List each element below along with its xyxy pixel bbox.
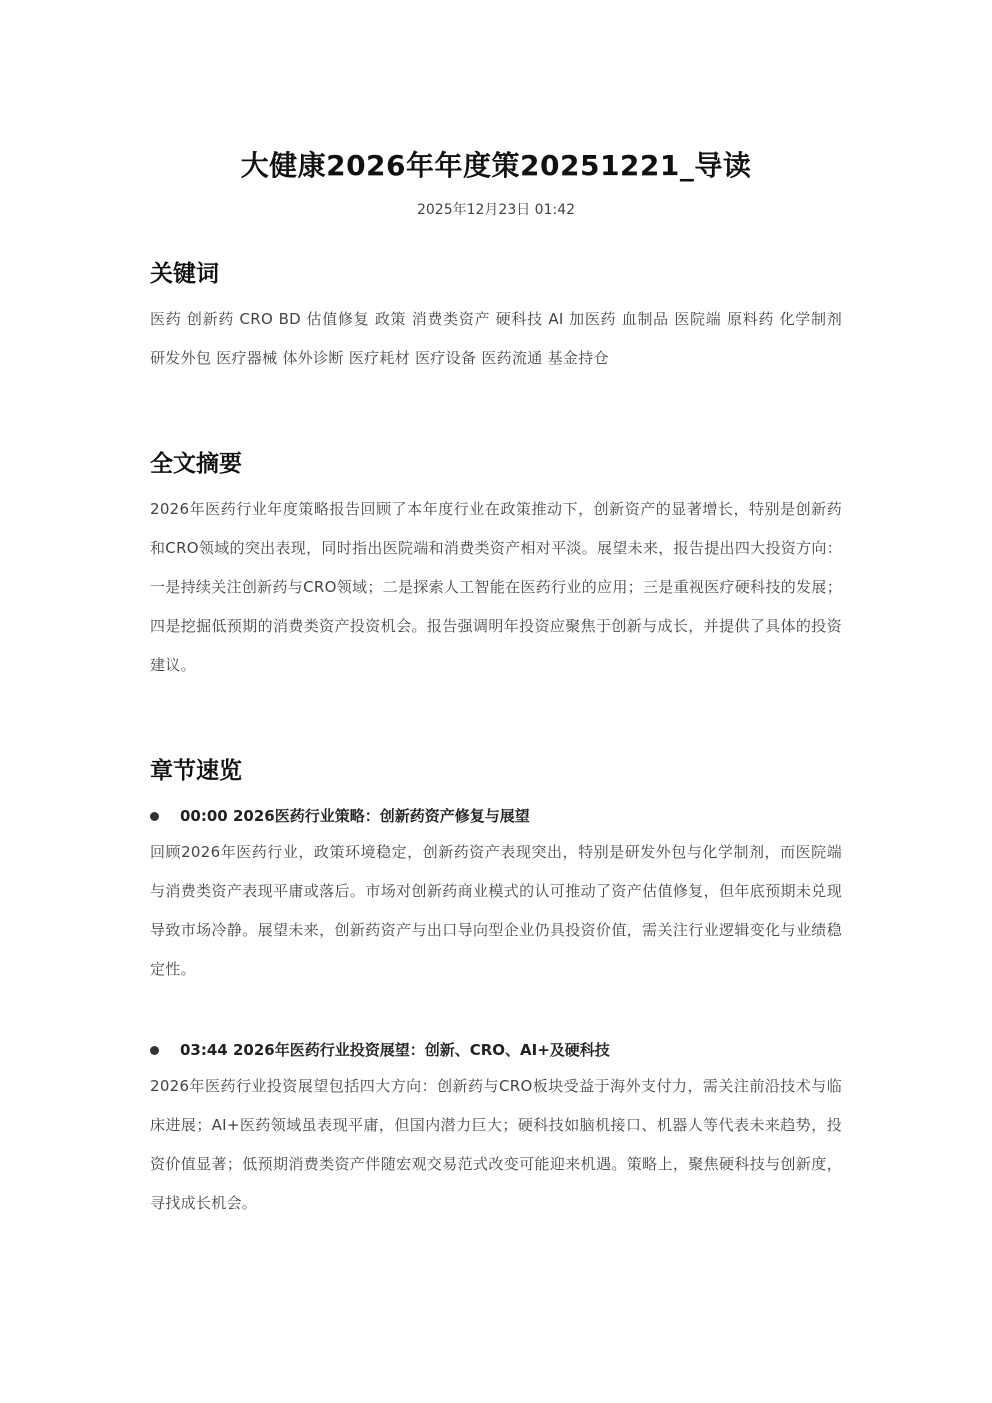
chapter-text: 回顾2026年医药行业，政策环境稳定，创新药资产表现突出，特别是研发外包与化学制剂，而医院端与消费类资产表现平庸或落后。市场对创新药商业模式的认可推动了资产估值修复，但年底预期未兑现导致市场冷静。展望未来，创新药资产与出口导向型企业仍具投资价值，需关注行业逻辑变化与业绩稳定性。	[150, 843, 842, 978]
keywords-heading: 关键词	[150, 261, 219, 287]
bullet-dot-icon	[150, 812, 159, 821]
chapter-title: 03:44 2026年医药行业投资展望：创新、CRO、AI+及硬科技	[180, 1041, 610, 1059]
chapter-text: 2026年医药行业投资展望包括四大方向：创新药与CRO板块受益于海外支付力，需关注前沿技术与临床进展；AI+医药领域虽表现平庸，但国内潜力巨大；硬科技如脑机接口、机器人等代表未来趋势，投资价值显著；低预期消费类资产伴随宏观交易范式改变可能迎来机遇。策略上，聚焦硬科技与创新度，寻找成长机会。	[150, 1077, 842, 1212]
summary-heading: 全文摘要	[150, 451, 242, 477]
document-date: 2025年12月23日 01:42	[416, 202, 576, 218]
keywords-text: 医药 创新药 CRO BD 估值修复 政策 消费类资产 硬科技 AI 加医药 血制品 医院端 原料药 化学制剂 研发外包 医疗器械 体外诊断 医疗耗材 医疗设备 医药流通 基金持仓	[150, 310, 842, 367]
chapters-heading: 章节速览	[150, 758, 242, 784]
chapter-title: 00:00 2026医药行业策略：创新药资产修复与展望	[180, 807, 530, 825]
chapter-header	[150, 801, 842, 831]
bullet-dot-icon	[150, 1046, 159, 1055]
document-title: 大健康2026年年度策20251221_导读	[240, 149, 752, 182]
chapter-item	[150, 801, 842, 989]
chapter-header	[150, 1035, 842, 1065]
chapter-item	[150, 1035, 842, 1223]
summary-text: 2026年医药行业年度策略报告回顾了本年度行业在政策推动下，创新资产的显著增长，特别是创新药和CRO领域的突出表现，同时指出医院端和消费类资产相对平淡。展望未来，报告提出四大投资方向：一是持续关注创新药与CRO领域；二是探索人工智能在医药行业的应用；三是重视医疗硬科技的发展；四是挖掘低预期的消费类资产投资机会。报告强调明年投资应聚焦于创新与成长，并提供了具体的投资建议。	[150, 500, 842, 674]
